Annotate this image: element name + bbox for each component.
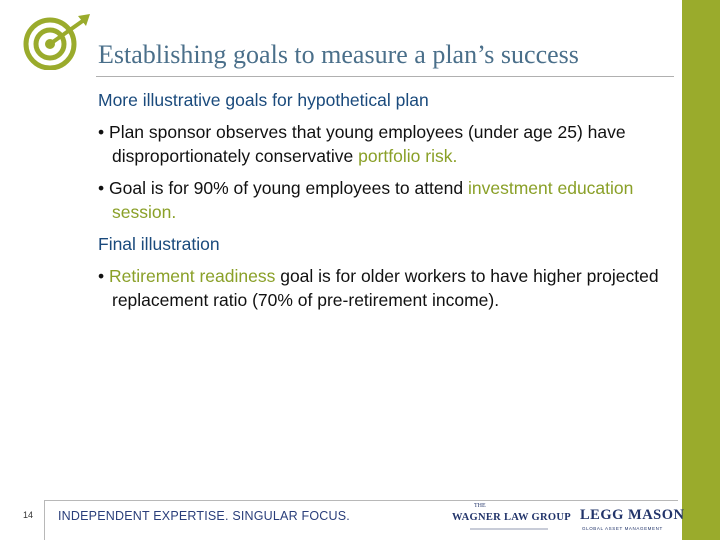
bullet-item xyxy=(98,264,668,312)
bullet-text: goal is for older workers to have higher projected replacement ratio (70% of pre-retirement income). xyxy=(112,266,659,310)
slide-content xyxy=(98,88,668,320)
target-arrow-icon xyxy=(20,12,94,70)
bullet-marker: • xyxy=(98,178,105,198)
legg-mason-subtitle: GLOBAL ASSET MANAGEMENT xyxy=(582,526,663,531)
bullet-highlight: investment education session. xyxy=(112,178,634,222)
section-heading: More illustrative goals for hypothetical plan xyxy=(98,90,429,110)
page-title: Establishing goals to measure a plan’s success xyxy=(98,40,579,69)
title-divider xyxy=(96,76,674,77)
bullet-text: Goal is for 90% of young employees to attend xyxy=(109,178,464,198)
section-heading: Final illustration xyxy=(98,234,220,254)
footer-tagline: INDEPENDENT EXPERTISE. SINGULAR FOCUS. xyxy=(58,509,350,523)
bullet-marker: • xyxy=(98,266,105,286)
page-number-divider xyxy=(44,501,45,540)
wagner-logo-underline xyxy=(470,528,548,530)
right-accent-bar xyxy=(682,0,720,540)
bullet-marker: • xyxy=(98,122,105,142)
wagner-logo-prefix: THE xyxy=(474,503,486,509)
bullet-highlight: portfolio risk. xyxy=(358,146,458,166)
bullet-item xyxy=(98,176,668,224)
bullet-text: Plan sponsor observes that young employees (under age 25) have disproportionately conservative xyxy=(109,122,626,166)
legg-mason-logo: LEGG MASON xyxy=(580,507,685,523)
footer-divider xyxy=(44,500,678,501)
bullet-highlight: Retirement readiness xyxy=(109,266,276,286)
wagner-law-group-logo: WAGNER LAW GROUP xyxy=(452,512,571,523)
bullet-item xyxy=(98,120,668,168)
page-number: 14 xyxy=(23,510,34,520)
